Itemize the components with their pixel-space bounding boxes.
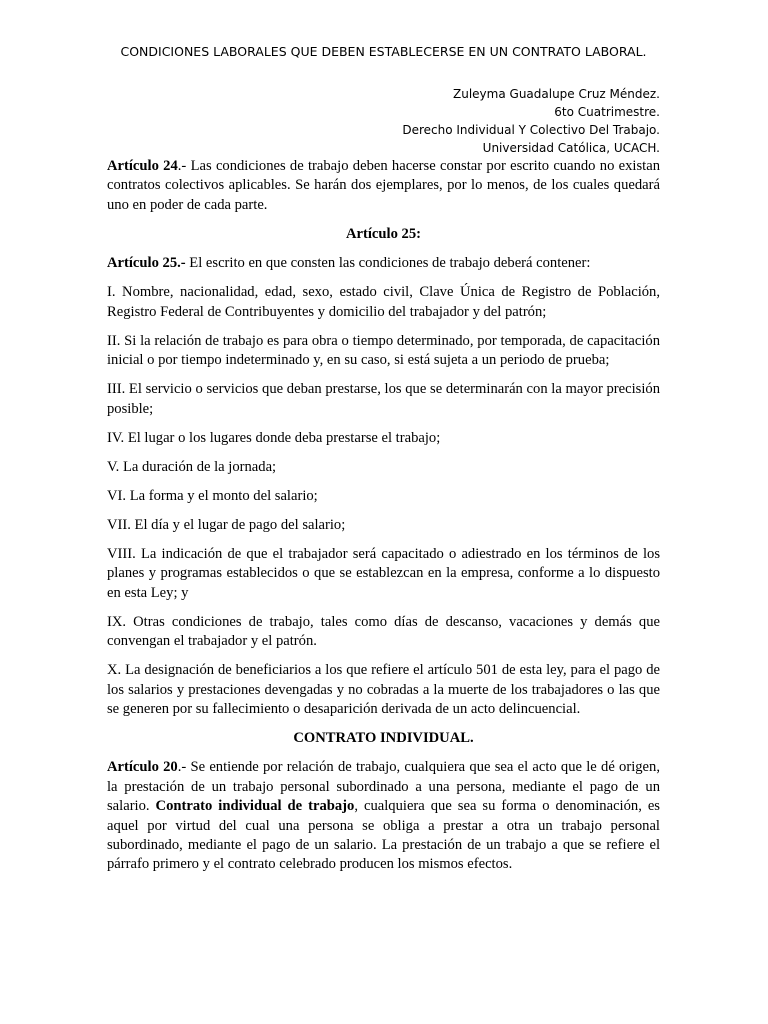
article-20-label: Artículo 20 bbox=[107, 759, 178, 776]
article-20-separator: .- bbox=[177, 759, 191, 776]
author-university: Universidad Católica, UCACH. bbox=[482, 141, 660, 155]
article-25-label: Artículo 25.- bbox=[107, 255, 186, 271]
list-item: VIII. La indicación de que el trabajador será capacitado o adiestrado en los términos de los planes y programas establecidos o que se establezcan en la empresa, conforme a lo dispuesto en esta Ley; y bbox=[107, 545, 660, 601]
author-block bbox=[107, 85, 660, 157]
author-course: Derecho Individual Y Colectivo Del Trabajo. bbox=[402, 123, 660, 137]
document-title: CONDICIONES LABORALES QUE DEBEN ESTABLECERSE EN UN CONTRATO LABORAL. bbox=[120, 44, 647, 59]
article-25-heading: Artículo 25: bbox=[346, 225, 421, 242]
list-item: X. La designación de beneficiarios a los que refiere el artículo 501 de esta ley, para el pago de los salarios y prestaciones devengadas y no cobradas a la muerte de los trabajadores o las que se generen por su fallecimiento o desaparición derivada de un acto delincuencial. bbox=[107, 662, 660, 718]
contrato-individual-heading: CONTRATO INDIVIDUAL. bbox=[293, 730, 474, 747]
list-item: V. La duración de la jornada; bbox=[107, 458, 277, 475]
article-25-paragraph bbox=[107, 254, 660, 273]
article-24-label: Artículo 24 bbox=[107, 158, 178, 174]
list-item: IX. Otras condiciones de trabajo, tales como días de descanso, vacaciones y demás que convengan el trabajador y el patrón. bbox=[107, 613, 660, 650]
list-item: I. Nombre, nacionalidad, edad, sexo, estado civil, Clave Única de Registro de Población, Registro Federal de Contribuyentes y domicilio del trabajador y del patrón; bbox=[107, 284, 660, 320]
article-24-text: Las condiciones de trabajo deben hacerse constar por escrito cuando no existan contratos colectivos aplicables. Se harán dos ejemplares, por lo menos, de los cuales quedará uno en poder de cada parte. bbox=[107, 158, 660, 213]
list-item: VI. La forma y el monto del salario; bbox=[107, 487, 318, 504]
article-20-paragraph bbox=[107, 758, 660, 874]
article-25-text: El escrito en que consten las condiciones de trabajo deberá contener: bbox=[185, 255, 591, 271]
list-item: VII. El día y el lugar de pago del salario; bbox=[107, 516, 346, 533]
list-item: III. El servicio o servicios que deban prestarse, los que se determinarán con la mayor precisión posible; bbox=[107, 381, 660, 417]
list-item: IV. El lugar o los lugares donde deba prestarse el trabajo; bbox=[107, 429, 441, 446]
list-item: II. Si la relación de trabajo es para obra o tiempo determinado, por temporada, de capacitación inicial o por tiempo indeterminado y, en su caso, si está sujeta a un periodo de prueba; bbox=[107, 332, 660, 368]
article-20-text-2: , cualquiera que sea su forma o denominación, es aquel por virtud del cual una persona se obliga a prestar a otra un trabajo personal subordinado, mediante el pago de un salario. La prestación de un trabajo a que se refiere el párrafo primero y el contrato celebrado producen los mismos efectos. bbox=[107, 798, 660, 873]
article-24-separator: .- bbox=[177, 158, 191, 174]
author-semester: 6to Cuatrimestre. bbox=[554, 105, 660, 119]
author-name: Zuleyma Guadalupe Cruz Méndez. bbox=[453, 87, 660, 101]
contrato-individual-term: Contrato individual de trabajo bbox=[155, 798, 355, 815]
article-24-paragraph bbox=[107, 157, 660, 215]
document-body bbox=[107, 157, 660, 875]
document-page bbox=[107, 44, 660, 885]
article-20-text-1: Se entiende por relación de trabajo, cualquiera que sea el acto que le dé origen, la prestación de un trabajo personal subordinado a una persona, mediante el pago de un salario. bbox=[107, 759, 660, 815]
